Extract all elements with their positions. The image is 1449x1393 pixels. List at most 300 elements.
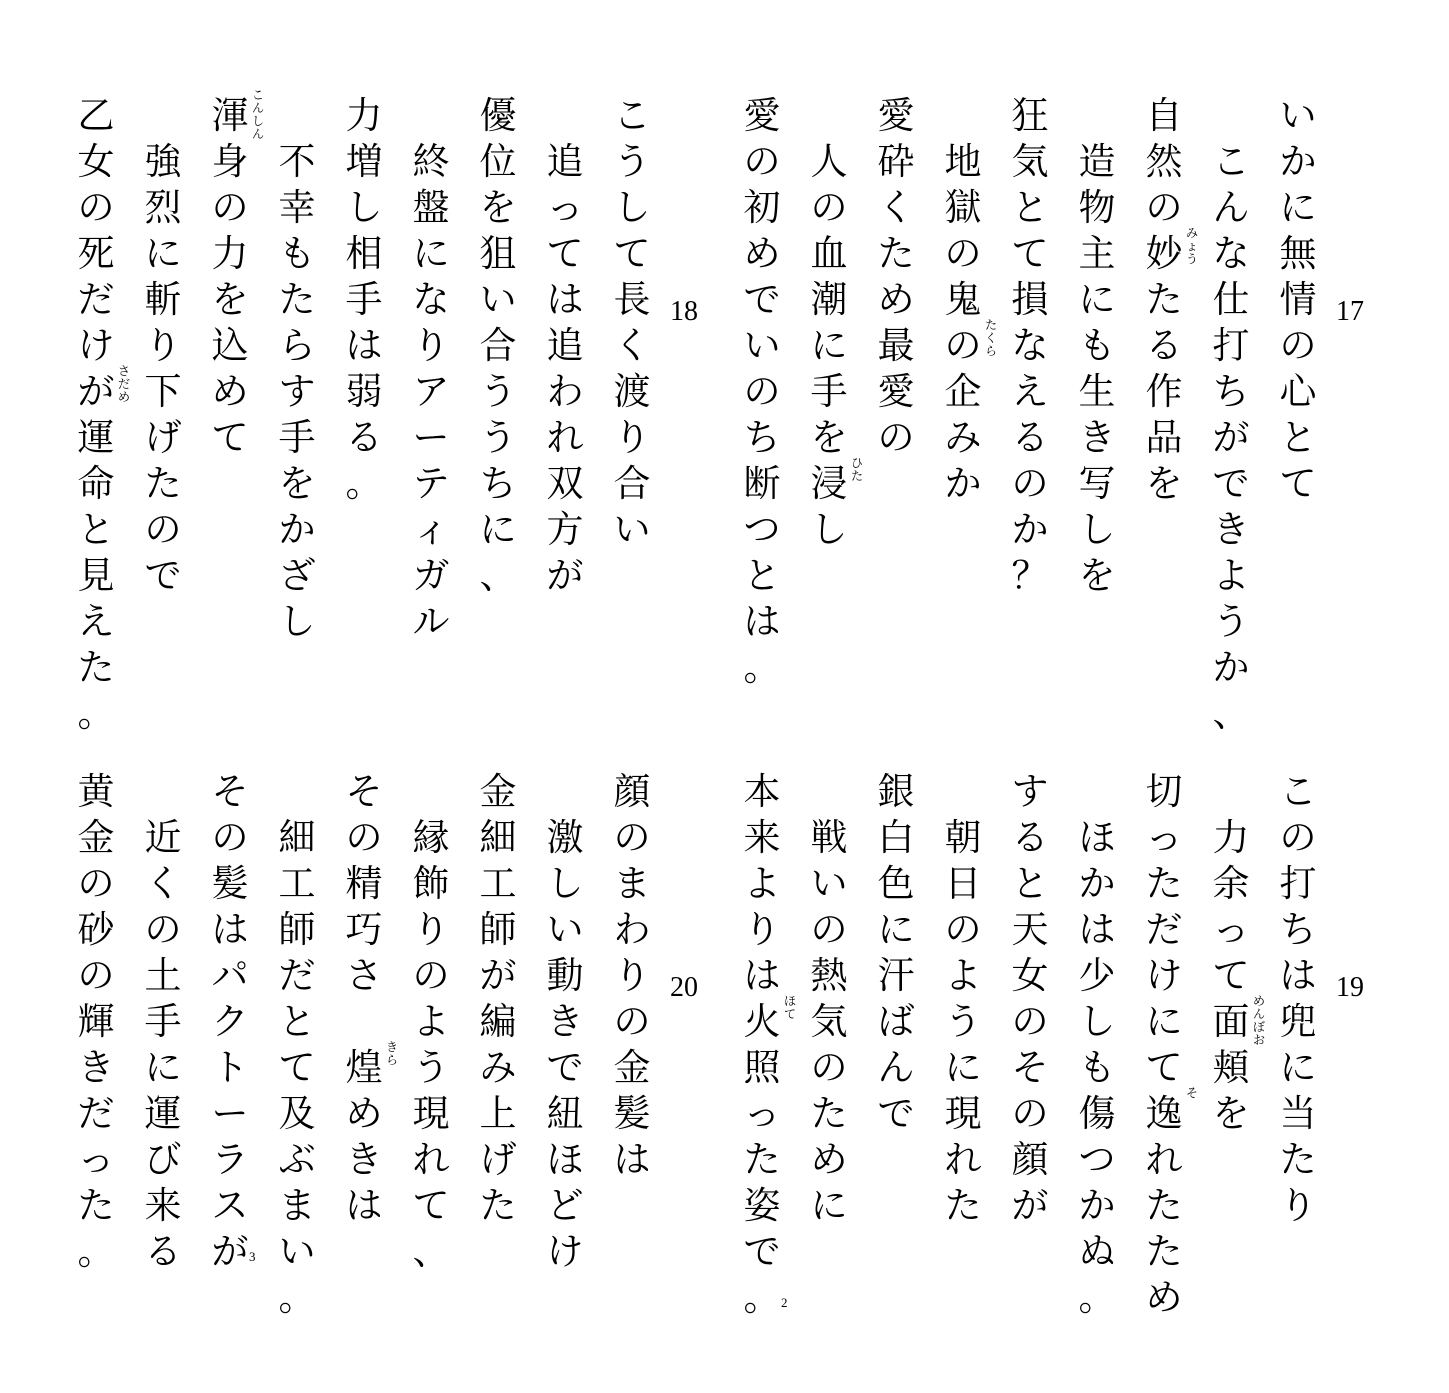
poem-char: り bbox=[613, 954, 651, 997]
poem-char: 力 bbox=[1212, 816, 1250, 859]
poem-char: た bbox=[1145, 862, 1183, 905]
poem-char: 、 bbox=[412, 1230, 450, 1273]
poem-char: だ bbox=[77, 1092, 115, 1135]
poem-char: け bbox=[77, 324, 115, 367]
poem-char: し bbox=[278, 600, 316, 643]
poem-char: を bbox=[810, 416, 848, 459]
poem-char: を bbox=[479, 186, 517, 229]
poem-char: の bbox=[77, 954, 115, 997]
poem-char: う bbox=[613, 140, 651, 183]
poem-char: 増 bbox=[345, 140, 383, 183]
poem-char: 断 bbox=[743, 462, 781, 505]
poem-char: 。 bbox=[77, 692, 115, 735]
poem-char: ち bbox=[743, 416, 781, 459]
poem-char: き bbox=[1212, 508, 1250, 551]
poem-char: っ bbox=[743, 1092, 781, 1135]
poem-char: の bbox=[1145, 186, 1183, 229]
poem-char: 黄 bbox=[77, 770, 115, 813]
poem-char: る bbox=[345, 416, 383, 459]
poem-char: 煌 bbox=[345, 1046, 383, 1089]
poem-char: 合 bbox=[613, 462, 651, 505]
poem-char: 幸 bbox=[278, 186, 316, 229]
poem-char: て bbox=[1011, 232, 1049, 275]
poem-char: は bbox=[546, 278, 584, 321]
poem-char: う bbox=[479, 416, 517, 459]
poem-char: 姿 bbox=[743, 1184, 781, 1227]
poem-char: は bbox=[345, 324, 383, 367]
poem-char: 自 bbox=[1145, 94, 1183, 137]
poem-char: き bbox=[546, 1000, 584, 1043]
poem-char: ち bbox=[1279, 908, 1317, 951]
poem-char: 打 bbox=[1279, 862, 1317, 905]
poem-char: 損 bbox=[1011, 278, 1049, 321]
poem-char: の bbox=[1011, 1092, 1049, 1135]
poem-char: て bbox=[1145, 1046, 1183, 1089]
poem-char: の bbox=[743, 370, 781, 413]
poem-char: が bbox=[77, 370, 115, 413]
poem-char: ト bbox=[211, 1046, 249, 1089]
poem-line bbox=[69, 93, 123, 737]
poem-char: い bbox=[1279, 94, 1317, 137]
ruby-annotation: さ だ め bbox=[117, 364, 130, 404]
poem-char: て bbox=[1212, 954, 1250, 997]
poem-char: た bbox=[278, 278, 316, 321]
poem-char: 主 bbox=[1078, 232, 1116, 275]
poem-char: 込 bbox=[211, 324, 249, 367]
poem-char: 戦 bbox=[810, 816, 848, 859]
poem-char: 運 bbox=[144, 1092, 182, 1135]
poem-char: ー bbox=[412, 416, 450, 459]
poem-char: 斬 bbox=[144, 278, 182, 321]
poem-char: 汗 bbox=[877, 954, 915, 997]
poem-line bbox=[136, 815, 190, 1275]
poem-char: ほ bbox=[546, 1138, 584, 1181]
poem-char: 編 bbox=[479, 1000, 517, 1043]
poem-char: 手 bbox=[144, 1000, 182, 1043]
stanza-number: 20 bbox=[670, 972, 698, 1003]
poem-char: 兜 bbox=[1279, 1000, 1317, 1043]
poem-char: 。 bbox=[743, 1276, 781, 1319]
poem-char: 顔 bbox=[613, 770, 651, 813]
poem-char: の bbox=[211, 186, 249, 229]
poem-char: 物 bbox=[1078, 186, 1116, 229]
poem-char: 手 bbox=[345, 278, 383, 321]
poem-char: に bbox=[144, 1046, 182, 1089]
poem-char: 長 bbox=[613, 278, 651, 321]
poem-char: め bbox=[810, 1138, 848, 1181]
poem-char: 力 bbox=[211, 232, 249, 275]
poem-char: 強 bbox=[144, 140, 182, 183]
poem-char: う bbox=[479, 370, 517, 413]
poem-char: ん bbox=[1212, 186, 1250, 229]
poem-char: う bbox=[1212, 600, 1250, 643]
poem-char: み bbox=[479, 1046, 517, 1089]
poem-char: 激 bbox=[546, 816, 584, 859]
poem-char: が bbox=[211, 1230, 249, 1273]
poem-char: が bbox=[1011, 1184, 1049, 1227]
ruby-annotation: み ょ う bbox=[1185, 226, 1198, 266]
poem-char: と bbox=[1011, 862, 1049, 905]
poem-char: た bbox=[1145, 278, 1183, 321]
poem-char: か bbox=[944, 462, 982, 505]
poem-char: の bbox=[877, 416, 915, 459]
poem-line bbox=[203, 769, 257, 1275]
poem-char: 追 bbox=[546, 140, 584, 183]
poem-char: か bbox=[1212, 646, 1250, 689]
poem-char: 色 bbox=[877, 862, 915, 905]
poem-char: し bbox=[613, 186, 651, 229]
poem-char: げ bbox=[479, 1138, 517, 1181]
poem-char: 傷 bbox=[1078, 1092, 1116, 1135]
poem-char: に bbox=[144, 232, 182, 275]
poem-char: ぬ bbox=[1078, 1230, 1116, 1273]
poem-char: 愛 bbox=[877, 370, 915, 413]
poem-char: が bbox=[546, 554, 584, 597]
poem-char: り bbox=[412, 324, 450, 367]
poem-char: 双 bbox=[546, 462, 584, 505]
poem-char: 浸 bbox=[810, 462, 848, 505]
poem-char: の bbox=[743, 140, 781, 183]
poem-char: 来 bbox=[144, 1184, 182, 1227]
poem-char: ィ bbox=[412, 508, 450, 551]
poem-char: か bbox=[1011, 508, 1049, 551]
poem-char: の bbox=[144, 908, 182, 951]
poem-char: 輝 bbox=[77, 1000, 115, 1043]
poem-char: 狂 bbox=[1011, 94, 1049, 137]
poem-char: る bbox=[1145, 324, 1183, 367]
poem-char: そ bbox=[211, 770, 249, 813]
poem-char: の bbox=[810, 1046, 848, 1089]
poem-char: 土 bbox=[144, 954, 182, 997]
poem-char: た bbox=[77, 646, 115, 689]
poem-char: 現 bbox=[944, 1092, 982, 1135]
poem-char: 写 bbox=[1078, 462, 1116, 505]
poem-char: い bbox=[613, 508, 651, 551]
poem-char: よ bbox=[944, 954, 982, 997]
poem-char: 渡 bbox=[613, 370, 651, 413]
poem-char: 位 bbox=[479, 140, 517, 183]
poem-char: 生 bbox=[1078, 370, 1116, 413]
poem-char: は bbox=[1078, 908, 1116, 951]
poem-char: こ bbox=[613, 94, 651, 137]
poem-line bbox=[538, 139, 592, 599]
poem-char: 気 bbox=[810, 1000, 848, 1043]
poem-char: た bbox=[877, 232, 915, 275]
poem-char: 潮 bbox=[810, 278, 848, 321]
poem-char: に bbox=[412, 232, 450, 275]
poem-char: の bbox=[1279, 816, 1317, 859]
poem-char: 。 bbox=[743, 646, 781, 689]
poem-char: ざ bbox=[278, 554, 316, 597]
poem-char: の bbox=[77, 186, 115, 229]
poem-char: 盤 bbox=[412, 186, 450, 229]
poem-char: ほ bbox=[1078, 816, 1116, 859]
poem-char: 現 bbox=[412, 1092, 450, 1135]
poem-char: め bbox=[345, 1092, 383, 1135]
poem-char: 渾 bbox=[211, 94, 249, 137]
ruby-annotation: こ ん し ん bbox=[251, 88, 264, 141]
poem-char: い bbox=[278, 1230, 316, 1273]
poem-char: は bbox=[1279, 954, 1317, 997]
poem-char: が bbox=[1212, 416, 1250, 459]
poem-char: も bbox=[1078, 1046, 1116, 1089]
poem-char: で bbox=[546, 1046, 584, 1089]
poem-char: き bbox=[345, 1138, 383, 1181]
poem-char: 追 bbox=[546, 324, 584, 367]
poem-char: ん bbox=[877, 1046, 915, 1089]
poem-char: 相 bbox=[345, 232, 383, 275]
poem-char: 地 bbox=[944, 140, 982, 183]
poem-char: い bbox=[810, 862, 848, 905]
poem-char: 終 bbox=[412, 140, 450, 183]
poem-char: に bbox=[1279, 186, 1317, 229]
poem-char: か bbox=[1078, 862, 1116, 905]
poem-char: て bbox=[546, 232, 584, 275]
poem-char: は bbox=[743, 600, 781, 643]
poem-char: 不 bbox=[278, 140, 316, 183]
poem-line bbox=[471, 93, 525, 599]
footnote-marker: 2 bbox=[781, 1295, 788, 1310]
poem-char: 逸 bbox=[1145, 1092, 1183, 1135]
poem-char: に bbox=[479, 508, 517, 551]
poem-char: 運 bbox=[77, 416, 115, 459]
poem-char: り bbox=[613, 416, 651, 459]
poem-char: 細 bbox=[479, 816, 517, 859]
poem-char: た bbox=[77, 1184, 115, 1227]
poem-char: に bbox=[877, 908, 915, 951]
poem-char: 。 bbox=[345, 462, 383, 505]
poem-line bbox=[404, 139, 458, 645]
poem-char: 金 bbox=[613, 1046, 651, 1089]
poem-char: は bbox=[211, 908, 249, 951]
poem-char: と bbox=[743, 554, 781, 597]
poem-char: 女 bbox=[77, 140, 115, 183]
ruby-annotation: た く ら bbox=[984, 318, 997, 358]
poem-char: 下 bbox=[144, 370, 182, 413]
poem-char: つ bbox=[743, 508, 781, 551]
poem-char: び bbox=[144, 1138, 182, 1181]
poem-char: の bbox=[613, 1000, 651, 1043]
poem-char: 血 bbox=[810, 232, 848, 275]
poem-char: 砕 bbox=[877, 140, 915, 183]
poem-char: を bbox=[1145, 462, 1183, 505]
poem-char: そ bbox=[345, 770, 383, 813]
poem-char: 。 bbox=[1078, 1276, 1116, 1319]
poem-char: 烈 bbox=[144, 186, 182, 229]
poem-char: ま bbox=[278, 1184, 316, 1227]
poem-char: し bbox=[810, 508, 848, 551]
poem-char: 人 bbox=[810, 140, 848, 183]
poem-char: め bbox=[743, 232, 781, 275]
poem-char bbox=[337, 999, 391, 1045]
poem-char: め bbox=[211, 370, 249, 413]
poem-char: き bbox=[77, 1046, 115, 1089]
poem-char: は bbox=[613, 1138, 651, 1181]
poem-char: く bbox=[877, 186, 915, 229]
poem-char: 品 bbox=[1145, 416, 1183, 459]
poem-char: る bbox=[1011, 416, 1049, 459]
poem-char: 余 bbox=[1212, 862, 1250, 905]
poem-char: だ bbox=[1145, 908, 1183, 951]
poem-char: り bbox=[1279, 1184, 1317, 1227]
poem-char: け bbox=[546, 1230, 584, 1273]
poem-char: っ bbox=[1212, 908, 1250, 951]
poem-char: で bbox=[877, 1092, 915, 1135]
poem-char: と bbox=[77, 508, 115, 551]
poem-char: ラ bbox=[211, 1138, 249, 1181]
poem-char: 縁 bbox=[412, 816, 450, 859]
poem-char: て bbox=[278, 1046, 316, 1089]
stanza-20 bbox=[0, 676, 1449, 1372]
poem-char: げ bbox=[144, 416, 182, 459]
poem-char: 来 bbox=[743, 816, 781, 859]
poem-line bbox=[136, 139, 190, 599]
poem-char: る bbox=[1011, 816, 1049, 859]
ruby-annotation: そ bbox=[1185, 1086, 1198, 1100]
poem-char: が bbox=[479, 954, 517, 997]
poem-char: く bbox=[144, 862, 182, 905]
poem-char: の bbox=[944, 908, 982, 951]
ruby-annotation: き ら bbox=[385, 1040, 398, 1067]
poem-char: 切 bbox=[1145, 770, 1183, 813]
poem-char: 弱 bbox=[345, 370, 383, 413]
poem-char: 然 bbox=[1145, 140, 1183, 183]
poem-char: 。 bbox=[77, 1230, 115, 1273]
poem-char: し bbox=[1078, 508, 1116, 551]
poem-char: り bbox=[144, 324, 182, 367]
poem-char: 朝 bbox=[944, 816, 982, 859]
poem-char: の bbox=[613, 816, 651, 859]
poem-line bbox=[270, 815, 324, 1321]
poem-char: う bbox=[412, 1046, 450, 1089]
poem-char: る bbox=[144, 1230, 182, 1273]
poem-char: 愛 bbox=[877, 94, 915, 137]
poem-char: 日 bbox=[944, 862, 982, 905]
poem-char: に bbox=[944, 1046, 982, 1089]
poem-char: 工 bbox=[479, 862, 517, 905]
poem-char: 細 bbox=[278, 816, 316, 859]
poem-char: 金 bbox=[479, 770, 517, 813]
poem-char: 飾 bbox=[412, 862, 450, 905]
poem-char: 鬼 bbox=[944, 278, 982, 321]
poem-char: に bbox=[1279, 1046, 1317, 1089]
poem-char: な bbox=[412, 278, 450, 321]
poem-char: 方 bbox=[546, 508, 584, 551]
poem-char: よ bbox=[1212, 554, 1250, 597]
poem-char: ？ bbox=[1011, 554, 1049, 597]
poem-char: 熱 bbox=[810, 954, 848, 997]
poem-line bbox=[605, 769, 659, 1183]
poem-char: の bbox=[810, 908, 848, 951]
poem-char: れ bbox=[412, 1138, 450, 1181]
poem-char: と bbox=[1011, 186, 1049, 229]
poem-char: か bbox=[1078, 1184, 1116, 1227]
poem-char: て bbox=[211, 416, 249, 459]
poem-line bbox=[270, 139, 324, 645]
poem-char: た bbox=[944, 1184, 982, 1227]
poem-char: と bbox=[278, 1000, 316, 1043]
poem-char: パ bbox=[211, 954, 249, 997]
poem-line bbox=[203, 93, 257, 461]
poem-char: め bbox=[877, 278, 915, 321]
poem-char: 造 bbox=[1078, 140, 1116, 183]
poem-line bbox=[471, 769, 525, 1229]
poem-char: た bbox=[743, 1138, 781, 1181]
poem-char: を bbox=[278, 462, 316, 505]
poem-char: け bbox=[1145, 954, 1183, 997]
poem-char: の bbox=[211, 816, 249, 859]
poem-char: な bbox=[1011, 324, 1049, 367]
poem-char: え bbox=[77, 600, 115, 643]
poem-char: は bbox=[345, 1184, 383, 1227]
poem-char: 優 bbox=[479, 94, 517, 137]
stanza-number: 19 bbox=[1336, 972, 1364, 1003]
poem-char: 頬 bbox=[1212, 1046, 1250, 1089]
poem-char: ス bbox=[211, 1184, 249, 1227]
poem-char: 金 bbox=[77, 816, 115, 859]
poem-char: 上 bbox=[479, 1092, 517, 1135]
poem-char: 火 bbox=[743, 1000, 781, 1043]
poem-char: の bbox=[810, 186, 848, 229]
poem-char: 師 bbox=[479, 908, 517, 951]
poem-char: の bbox=[144, 508, 182, 551]
poem-char: ま bbox=[613, 862, 651, 905]
poem-char: に bbox=[1078, 278, 1116, 321]
poem-char: 白 bbox=[877, 816, 915, 859]
poem-char: は bbox=[743, 954, 781, 997]
poem-char: 力 bbox=[345, 94, 383, 137]
poem-char: し bbox=[345, 186, 383, 229]
poem-char: き bbox=[1078, 416, 1116, 459]
poem-char: の bbox=[1011, 462, 1049, 505]
poem-char: で bbox=[1212, 462, 1250, 505]
poem-char: だ bbox=[278, 954, 316, 997]
ruby-annotation: ほ て bbox=[783, 994, 796, 1021]
poem-char: こ bbox=[1212, 140, 1250, 183]
poem-char: 愛 bbox=[743, 94, 781, 137]
poem-char: ち bbox=[479, 462, 517, 505]
poem-char: 打 bbox=[1212, 324, 1250, 367]
poem-char: 仕 bbox=[1212, 278, 1250, 321]
poem-char: ア bbox=[412, 370, 450, 413]
poem-char: く bbox=[613, 324, 651, 367]
poem-char: し bbox=[1078, 1000, 1116, 1043]
poem-line bbox=[69, 769, 123, 1275]
poem-char: 最 bbox=[877, 324, 915, 367]
poem-char: た bbox=[1145, 1184, 1183, 1227]
poem-char: れ bbox=[546, 416, 584, 459]
poem-char: 当 bbox=[1279, 1092, 1317, 1135]
poem-char: ク bbox=[211, 1000, 249, 1043]
poem-char: っ bbox=[77, 1138, 115, 1181]
poem-char: た bbox=[810, 1092, 848, 1135]
poem-char: っ bbox=[1145, 816, 1183, 859]
poem-char: の bbox=[345, 816, 383, 859]
poem-char: ル bbox=[412, 600, 450, 643]
poem-char: 合 bbox=[479, 324, 517, 367]
poem-char: な bbox=[1212, 232, 1250, 275]
poem-char: み bbox=[944, 416, 982, 459]
ruby-annotation: ひ た bbox=[850, 456, 863, 483]
poem-char: も bbox=[1078, 324, 1116, 367]
poem-char: た bbox=[144, 462, 182, 505]
poem-char: 手 bbox=[278, 416, 316, 459]
poem-char: め bbox=[1145, 1276, 1183, 1319]
poem-char: こ bbox=[1279, 770, 1317, 813]
poem-char: 天 bbox=[1011, 908, 1049, 951]
poem-char: か bbox=[1279, 140, 1317, 183]
poem-char: 獄 bbox=[944, 186, 982, 229]
